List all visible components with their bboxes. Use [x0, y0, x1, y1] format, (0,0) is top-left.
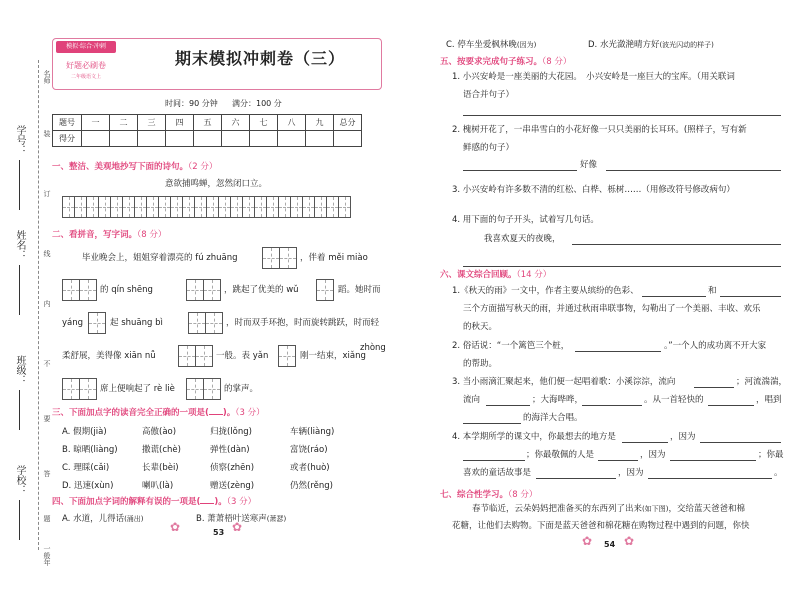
binding-mark: 内: [43, 300, 51, 307]
q6-p1a: 1.《秋天的雨》一文中，作者主要从缤纷的色彩、: [452, 286, 639, 296]
page-number-left: 53: [213, 528, 225, 537]
q5-s2b: 鲜感的句子）: [463, 143, 515, 153]
q7-line2: 花糖，让他们去购物。下面是蓝天爸爸和棉花糖在购物过程中遇到的问题，你快: [452, 521, 750, 531]
q4-b-text: B. 萧萧梧叶送寒声: [196, 514, 267, 524]
score-row-label: 得分: [53, 131, 82, 147]
brand-subtitle: 二年级语文上: [70, 74, 101, 80]
q2-box-meimiao[interactable]: [62, 279, 96, 301]
q3-heading: [52, 406, 265, 418]
q5-s4-blank-1[interactable]: [572, 244, 781, 245]
q1-poem: 意欲捕鸣蝉，忽然闭口立。: [165, 179, 268, 189]
q6-p3-blank-2[interactable]: [486, 405, 530, 406]
palm-decoration-icon: ✿: [170, 520, 181, 534]
binding-mark: 要: [43, 415, 51, 422]
score-cell[interactable]: [110, 131, 138, 147]
score-cell[interactable]: [334, 131, 362, 147]
q6-p2-blank[interactable]: [575, 351, 661, 352]
q6-p4-blank-3[interactable]: [463, 460, 525, 461]
score-header-cell: 六: [222, 115, 250, 131]
q1-copy-grid[interactable]: [62, 196, 350, 218]
q7-line1-note: (如下图): [642, 505, 669, 513]
q2-heading-text: 二、看拼音，写字词。: [52, 230, 138, 240]
q5-s1a: 1. 小兴安岭是一座美丽的大花园。 小兴安岭是一座巨大的宝库。（用关联词: [452, 72, 735, 82]
score-header-cell: 题号: [53, 115, 82, 131]
q6-p4-blank-4[interactable]: [598, 460, 638, 461]
q3-heading-text: 三、下面加点字的读音完全正确的一项是(: [52, 408, 209, 418]
binding-mark: 名师: [43, 70, 51, 84]
q6-p1b: 和: [708, 286, 717, 296]
q5-s2-blank-1[interactable]: [463, 170, 577, 171]
q5-points: （8 分）: [542, 57, 572, 67]
full-score: 满分：100 分: [232, 99, 282, 108]
binding-mark: 线: [43, 250, 51, 257]
q2-line5b: 的掌声。: [224, 384, 259, 394]
q6-p2a: 2. 俗话说：“一个篱笆三个桩，: [452, 341, 570, 351]
q5-s4b: 我喜欢夏天的夜晚，: [484, 234, 561, 244]
q1-heading: [52, 160, 217, 172]
q6-p4e: ；你最: [758, 450, 784, 460]
q7-heading: [440, 488, 537, 500]
score-header-cell: 一: [82, 115, 110, 131]
q2-line2a: 的 qín shēng: [100, 285, 153, 295]
q3-b-word: 弹性(dàn): [210, 445, 250, 455]
q2-line2c: 蹈。她时而: [338, 285, 381, 295]
q2-heading: [52, 228, 166, 240]
school-label: 学校：: [14, 465, 25, 495]
q3-c-word: 长辈(bèi): [142, 463, 179, 473]
q6-p1-blank-1[interactable]: [642, 296, 706, 297]
q6-p4-blank-6[interactable]: [536, 478, 616, 479]
binding-mark: 不: [43, 360, 51, 367]
q2-line3b: 起 shuāng bì: [110, 318, 163, 328]
q4-c-note: (因为): [516, 41, 537, 49]
q5-s2-blank-2[interactable]: [606, 170, 781, 171]
q1-points: （2 分）: [188, 162, 218, 172]
score-cell[interactable]: [82, 131, 110, 147]
q6-p3f: ，唱到: [756, 395, 782, 405]
q6-p3a: 3. 当小雨滴汇聚起来，他们便一起唱着歌：小溪淙淙，流向: [452, 377, 676, 387]
q5-s2c: 好像: [580, 160, 598, 170]
q5-heading: [440, 55, 571, 67]
q2-line2b: ，跳起了优美的 wǔ: [224, 285, 299, 295]
q6-p3-blank-5[interactable]: [463, 423, 521, 424]
q4-a-text: A. 水道，儿得话: [62, 514, 125, 524]
q2-line1a: 毕业晚会上，姐姐穿着漂亮的 fú zhuāng: [82, 253, 238, 263]
q4-heading-text: 四、下面加点字词的解释有误的一项是(: [52, 497, 201, 507]
score-header-cell: 四: [166, 115, 194, 131]
q6-p3-blank-1[interactable]: [694, 387, 734, 388]
q6-p3-blank-3[interactable]: [582, 405, 642, 406]
q2-box-fuzhuang[interactable]: [262, 247, 296, 269]
name-blank[interactable]: [19, 265, 20, 315]
q4-heading: [52, 495, 256, 507]
exam-time: 时间：90 分钟: [165, 99, 218, 108]
q3-b-word: B. 晾晒(liàng): [62, 445, 118, 455]
q7-heading-text: 七、综合性学习。: [440, 490, 509, 500]
q2-box-qinsheng[interactable]: [186, 279, 220, 301]
score-header-cell: 七: [250, 115, 278, 131]
q4-points: （3 分）: [226, 497, 257, 507]
q3-c-word: 侦察(zhēn): [210, 463, 255, 473]
q6-p3e: 。从一首轻快的: [644, 395, 704, 405]
copy-grid-cell[interactable]: [338, 196, 351, 218]
q1-heading-text: 一、整洁、美观地抄写下面的诗句。: [52, 162, 189, 172]
q4-heading-end: )。: [214, 497, 227, 507]
q2-line3c: ，时而双手环抱，时而旋转跳跃，时而轻: [226, 318, 380, 328]
q3-c-word: C. 理睬(cǎi): [62, 463, 110, 473]
q3-b-word: 撒谎(chè): [142, 445, 181, 455]
palm-decoration-icon: ✿: [232, 520, 243, 534]
student-id-blank[interactable]: [19, 160, 20, 210]
q2-line1b: ，伴着 měi miào: [300, 253, 368, 263]
q2-line4d: zhòng: [360, 343, 386, 353]
palm-decoration-icon: ✿: [582, 534, 593, 548]
q6-p3g: 的海洋大合唱。: [523, 413, 583, 423]
class-label: 班级：: [14, 355, 25, 385]
binding-mark: 订: [43, 190, 51, 197]
q6-p4f: 喜欢的童话故事是: [463, 468, 532, 478]
q6-p4-blank-2[interactable]: [700, 442, 781, 443]
q5-s2a: 2. 槐树开花了，一串串雪白的小花好像一只只美丽的长耳环。(照样子，写有新: [452, 125, 747, 135]
q2-line3a: yáng: [62, 318, 84, 328]
q7-line1-text: 春节临近，云朵妈妈把准备买的东西列了出来: [472, 504, 643, 514]
score-header-cell: 总分: [334, 115, 362, 131]
q6-p1d: 的秋天。: [463, 322, 498, 332]
q4-d-note: (波光闪动的样子): [659, 41, 714, 49]
q4-d-text: D. 水光潋滟晴方好: [588, 40, 660, 50]
q3-answer-blank[interactable]: [209, 414, 223, 415]
q3-a-word: 归拢(lǒng): [210, 427, 252, 437]
q4-answer-blank[interactable]: [200, 503, 214, 504]
score-cell[interactable]: [194, 131, 222, 147]
q5-s4: 4. 用下面的句子开头，试着写几句话。: [452, 215, 599, 225]
q5-heading-text: 五、按要求完成句子练习。: [440, 57, 543, 67]
q6-p3d: ；大海哗哗，: [532, 395, 584, 405]
binding-mark: 一般年: [43, 545, 51, 566]
q2-box-relie[interactable]: [186, 378, 220, 400]
q6-heading-text: 六、课文综合回顾。: [440, 270, 517, 280]
q5-s1-answer-line[interactable]: [463, 115, 781, 116]
q7-points: （8 分）: [508, 490, 538, 500]
q6-p2b: 。”一个人的成功离不开大家: [664, 341, 767, 351]
name-label: 姓名：: [14, 230, 25, 260]
score-cell[interactable]: [166, 131, 194, 147]
page-number-right: 54: [604, 540, 616, 549]
brand-name: 好题必刷卷: [66, 61, 106, 70]
score-cell[interactable]: [306, 131, 334, 147]
q3-a-word: 高傲(ào): [142, 427, 177, 437]
binding-mark: 答: [43, 470, 51, 477]
q2-points: （8 分）: [137, 230, 167, 240]
q4-option-c[interactable]: [446, 38, 536, 50]
series-badge: 模拟·综合·冲刺: [56, 41, 116, 53]
class-blank[interactable]: [19, 390, 20, 430]
score-header-cell: 九: [306, 115, 334, 131]
q3-d-word: 仍然(rěng): [290, 481, 333, 491]
score-header-cell: 五: [194, 115, 222, 131]
q4-option-d[interactable]: [588, 38, 714, 50]
q2-line4a: 柔舒展，美得像 xiān nǚ: [62, 351, 156, 361]
q6-p3c: 流向: [463, 395, 481, 405]
q2-line4b: 一般。表 yǎn: [216, 351, 269, 361]
q2-box-xiannv[interactable]: [178, 345, 212, 367]
q6-p2c: 的帮助。: [463, 359, 498, 369]
binding-mark: 题: [43, 515, 51, 522]
q6-p1c: 三个方面描写秋天的雨，并通过秋雨串联事物，勾勒出了一个美丽、丰收、欢乐: [463, 304, 761, 314]
q5-s1b: 语合并句子）: [463, 90, 515, 100]
page-title: 期末模拟冲刺卷（三）: [174, 49, 345, 68]
score-cell[interactable]: [278, 131, 306, 147]
q6-p4-blank-5[interactable]: [670, 460, 756, 461]
q6-p4d: ，因为: [640, 450, 666, 460]
q3-heading-end: )。: [222, 408, 236, 418]
q2-box-yan[interactable]: [278, 345, 295, 367]
score-header-cell: 二: [110, 115, 138, 131]
q6-points: （14 分）: [516, 270, 552, 280]
score-cell[interactable]: [222, 131, 250, 147]
q2-line5a: 席上便响起了 rè liè: [100, 384, 175, 394]
q3-d-word: 赠送(zèng): [210, 481, 255, 491]
q3-a-word: A. 假期(jià): [62, 427, 107, 437]
q2-line4c: 刚一结束，xiǎng: [300, 351, 366, 361]
q6-p4a: 4. 本学期所学的课文中，你最想去的地方是: [452, 432, 616, 442]
q3-c-word: 或者(huò): [290, 463, 330, 473]
q6-p3-blank-4[interactable]: [708, 405, 754, 406]
binding-dashed-line: [38, 60, 39, 550]
q4-a-note: (涌出): [124, 515, 144, 523]
q3-d-word: 喇叭(là): [142, 481, 174, 491]
q6-p4b: ，因为: [670, 432, 696, 442]
q4-b-note: (萧瑟): [266, 515, 287, 523]
school-blank[interactable]: [19, 500, 20, 540]
palm-decoration-icon: ✿: [624, 534, 635, 548]
score-cell[interactable]: [250, 131, 278, 147]
q5-s4-blank-2[interactable]: [463, 266, 781, 267]
q6-p4h: 。: [774, 468, 783, 478]
score-table: [52, 114, 362, 147]
q2-box-shuangbi[interactable]: [188, 312, 222, 334]
q4-option-a[interactable]: [62, 512, 144, 524]
q6-p4g: ，因为: [618, 468, 644, 478]
q7-line1-end: ，交给蓝天爸爸和棉: [668, 504, 745, 514]
q3-points: （3 分）: [235, 408, 265, 418]
score-cell[interactable]: [138, 131, 166, 147]
q6-p4-blank-1[interactable]: [622, 442, 668, 443]
q5-s3: 3. 小兴安岭有许多数不清的红松、白桦、栎树……（用修改符号修改病句）: [452, 185, 735, 195]
q7-line1: [472, 505, 745, 514]
q2-box-xiangzhong[interactable]: [62, 378, 96, 400]
binding-mark: 装: [43, 130, 51, 137]
score-header-cell: 八: [278, 115, 306, 131]
q3-d-word: D. 迅速(xùn): [62, 481, 114, 491]
q6-p3b: ；河流湍湍，: [736, 377, 788, 387]
q6-heading: [440, 268, 551, 280]
q6-p4c: ；你最敬佩的人是: [526, 450, 595, 460]
q3-b-word: 富饶(ráo): [290, 445, 328, 455]
q2-box-yang[interactable]: [88, 312, 105, 334]
q3-a-word: 车辆(liàng): [290, 427, 335, 437]
q6-p1-blank-2[interactable]: [720, 296, 781, 297]
score-header-cell: 三: [138, 115, 166, 131]
q6-p4-blank-7[interactable]: [648, 478, 772, 479]
q2-box-wu[interactable]: [316, 279, 333, 301]
q4-c-text: C. 停车坐爱枫林晚: [446, 40, 517, 50]
student-id-label: 学号：: [14, 125, 25, 155]
